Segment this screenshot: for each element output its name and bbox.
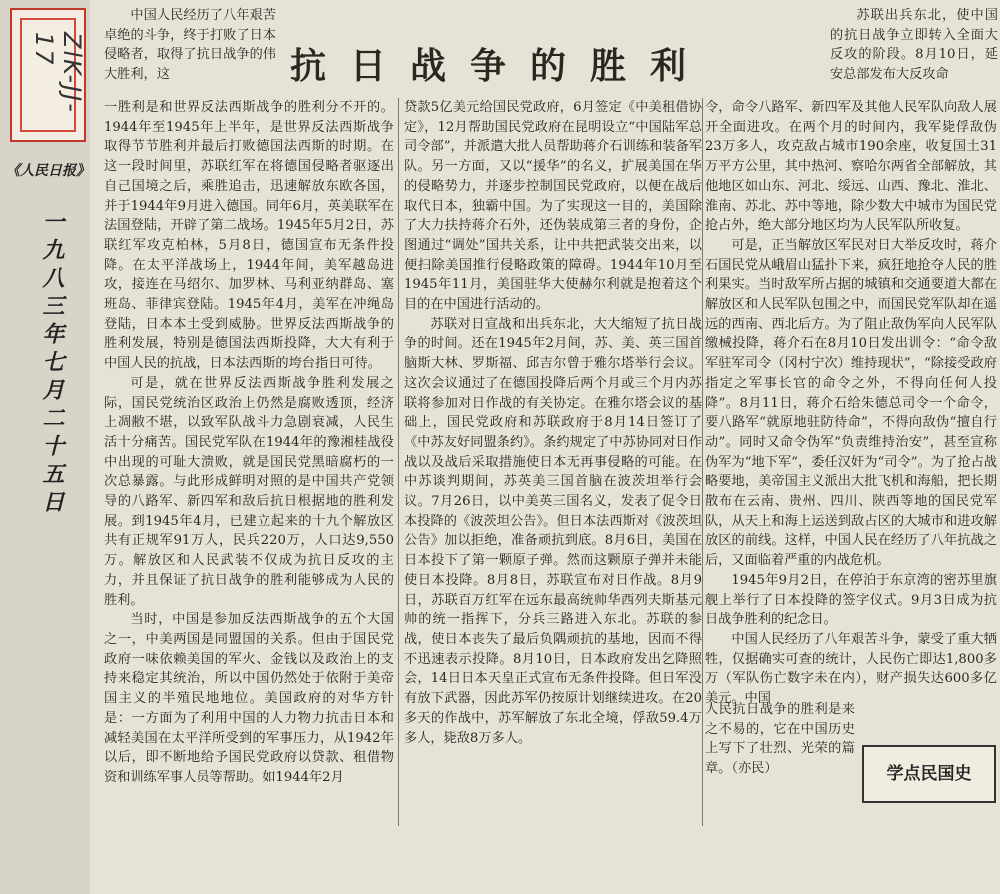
archive-label xyxy=(10,8,86,142)
date-handwritten-note: 一九八三年七月二十五日 xyxy=(39,210,64,518)
paragraph: 当时，中国是参加反法西斯战争的五个大国之一，中美两国是同盟国的关系。但由于国民党政府一味依赖美国的军火、金钱以及政治上的支持来稳定其统治，所以中国仍然处于依附于美帝国主义的半殖民地地位。美国政府的对华方针是：一方面为了利用中国的人力物力抗击日本和减轻美国在太平洋所受到的军事压力，从1942年以后，即不断地给予国民党政府以贷款、租借物资和训练军事人员等帮助。如1944年2月 xyxy=(104,612,394,785)
paragraph: 中国人民经历了八年艰苦斗争，蒙受了重大牺牲，仅据确实可查的统计，人民伤亡即达1,800多万（军队伤亡数字未在内），财产损失达600多亿美元。中国 xyxy=(705,631,997,707)
paragraph: 中国人民经历了八年艰苦卓绝的斗争，终于打败了日本侵略者，取得了抗日战争的伟大胜利，这 xyxy=(104,8,276,83)
column-divider xyxy=(702,98,703,826)
column-2 xyxy=(404,98,702,748)
column-tag-label: 学点民国史 xyxy=(886,764,972,784)
paragraph: 可是，正当解放区军民对日大举反攻时，蒋介石国民党从峨眉山猛扑下来，疯狂地抢夺人民的胜利果实。当时敌军所占据的城镇和交通要道大都在解放区和人民军队包围之中，而国民党军队却在遥远的西南、西北后方。为了阻止敌伪军向人民军队缴械投降，蒋介石在8月10日发出训令：“命令敌军驻军司令（冈村宁次）维持现状”，“除接受政府指定之军事长官的命令之外，不得向任何人投降”。8月11日，蒋介石给朱德总司令一个命令，要八路军“就原地驻防待命”，不得向敌伪“擅自行动”。同时又命令伪军“负责维持治安”，甚至宣称伪军为“地下军”，委任汉奸为“司令”。为了抢占战略要地，美帝国主义派出大批飞机和海船，把长期散布在云南、贵州、四川、陕西等地的国民党军队，从天上和海上运送到敌占区的大城市和进攻解放区的前线。这样，中国人民在经历了八年抗战之后，又面临着严重的内战危机。 xyxy=(705,237,997,569)
article-headline: 抗日战争的胜利 xyxy=(290,45,711,87)
paragraph: 1945年9月2日，在停泊于东京湾的密苏里旗舰上举行了日本投降的签字仪式。9月3日成为抗日战争胜利的纪念日。 xyxy=(705,572,997,628)
paragraph: 贷款5亿美元给国民党政府，6月签定《中美租借协定》，12月帮助国民党政府在昆明设立“中国陆军总司令部”，并派遣大批人员帮助蒋介石训练和装备军队。另一方面，又以“援华”的名义，扩展美国在华的侵略势力，并逐步控制国民党政府，以便在战后取代日本，独霸中国。为了实现这一目的，美国除了大力扶持蒋介石外，还伪装成第三者的身份，企图通过“调处”国共关系，让中共把武装交出来，以便扫除美国推行侵略政策的障碍。1944年10月至1945年11月，美国驻华大使赫尔利就是抱着这个目的在中国进行活动的。 xyxy=(404,100,702,313)
paragraph: 苏联出兵东北，使中国的抗日战争立即转入全面大反攻的阶段。8月10日，延安总部发布大反攻命 xyxy=(830,8,998,83)
column-1 xyxy=(104,98,394,788)
source-handwritten-note: 《人民日报》 xyxy=(6,163,90,179)
paragraph: 人民抗日战争的胜利是来之不易的，它在中国历史上写下了壮烈、光荣的篇章。（亦民） xyxy=(705,702,855,777)
column-3 xyxy=(705,98,997,709)
archive-label-text: ZlK-JJ-17 xyxy=(30,32,86,114)
paragraph: 苏联对日宣战和出兵东北，大大缩短了抗日战争的时间。还在1945年2月间，苏、美、英三国首脑斯大林、罗斯福、邱吉尔曾于雅尔塔举行会议。这次会议通过了在德国投降后两个月或三个月内苏联将参加对日作战的有关协定。在雅尔塔会议的基础上，国民党政府和苏联政府于8月14日签订了《中苏友好同盟条约》。条约规定了中苏协同对日作战以及战后采取措施使日本无再事侵略的可能。在中苏谈判期间，苏英美三国首脑在波茨坦举行会议。7月26日，以中美英三国名义，发表了促令日本投降的《波茨坦公告》。但日本法西斯对《波茨坦公告》加以拒绝，准备顽抗到底。8月6日，美国在日本投下了第一颗原子弹。然而这颗原子弹并未能使日本投降。8月8日，苏联宣布对日作战。8月9日，苏联百万红军在远东最高统帅华西列夫斯基元帅的统一指挥下，分兵三路进入东北。苏联的参战，使日本丧失了最后负隅顽抗的基地，因而不得不迅速表示投降。8月10日，日本政府发出乞降照会，14日日本天皇正式宣布无条件投降。但日军没有放下武器，因此苏军仍按原计划继续进攻。在20多天的作战中，苏军解放了东北全境，俘敌59.4万多人，毙敌8万多人。 xyxy=(404,316,702,746)
column-divider xyxy=(398,98,399,826)
paragraph: 令，命令八路军、新四军及其他人民军队向敌人展开全面进攻。在两个月的时间内，我军毙俘敌伪23万多人，攻克敌占城市190余座，收复国土31万平方公里，其中热河、察哈尔两省全部解放，其他地区如山东、河北、绥远、山西、豫北、淮北、淮南、苏北、苏中等地，除少数大中城市为国民党抢占外，绝大部分地区均为人民军队所收复。 xyxy=(705,100,997,234)
column-1-intro xyxy=(104,6,276,85)
column-3-intro xyxy=(830,6,998,85)
paragraph: 一胜利是和世界反法西斯战争的胜利分不开的。1944年至1945年上半年，是世界反法西斯战争取得节节胜利并最后打败德国法西斯的时期。在这一段时间里，苏联红军在将德国侵略者驱逐出自己国境之后，乘胜追击，迅速解放东欧各国，并于1944年9月进入德国。同年6月，英美联军在法国登陆，开辟了第二战场。1945年5月2日，苏联红军攻克柏林，5月8日，德国宣布无条件投降。在太平洋战场上，1944年间，美军越岛进攻，接连在马绍尔、加罗林、马利亚纳群岛、塞班岛、菲律宾登陆。1945年4月，美军在冲绳岛登陆，日本本土受到威胁。世界反法西斯战争的胜利发展，特别是德国法西斯投降，大大有利于中国人民的抗战，日本法西斯的垮台指日可待。 xyxy=(104,100,394,372)
column-3-tail xyxy=(705,700,855,779)
column-tag-box xyxy=(862,745,996,803)
paragraph: 可是，就在世界反法西斯战争胜利发展之际，国民党统治区政治上仍然是腐败透顶，经济上凋敝不堪，以致军队战斗力急剧衰减，人民生活十分痛苦。国民党军队在1944年的豫湘桂战役中出现的可耻大溃败，就是国民党黑暗腐朽的一次总暴露。与此形成鲜明对照的是中国共产党领导的八路军、新四军和敌后抗日根据地的胜利发展。到1945年4月，已建立起来的十九个解放区共有正规军91万人，民兵220万，人口达9,550万。解放区和人民武装不仅成为抗日反攻的主力，并且保证了抗日战争的胜利能够成为人民的胜利。 xyxy=(104,375,394,608)
